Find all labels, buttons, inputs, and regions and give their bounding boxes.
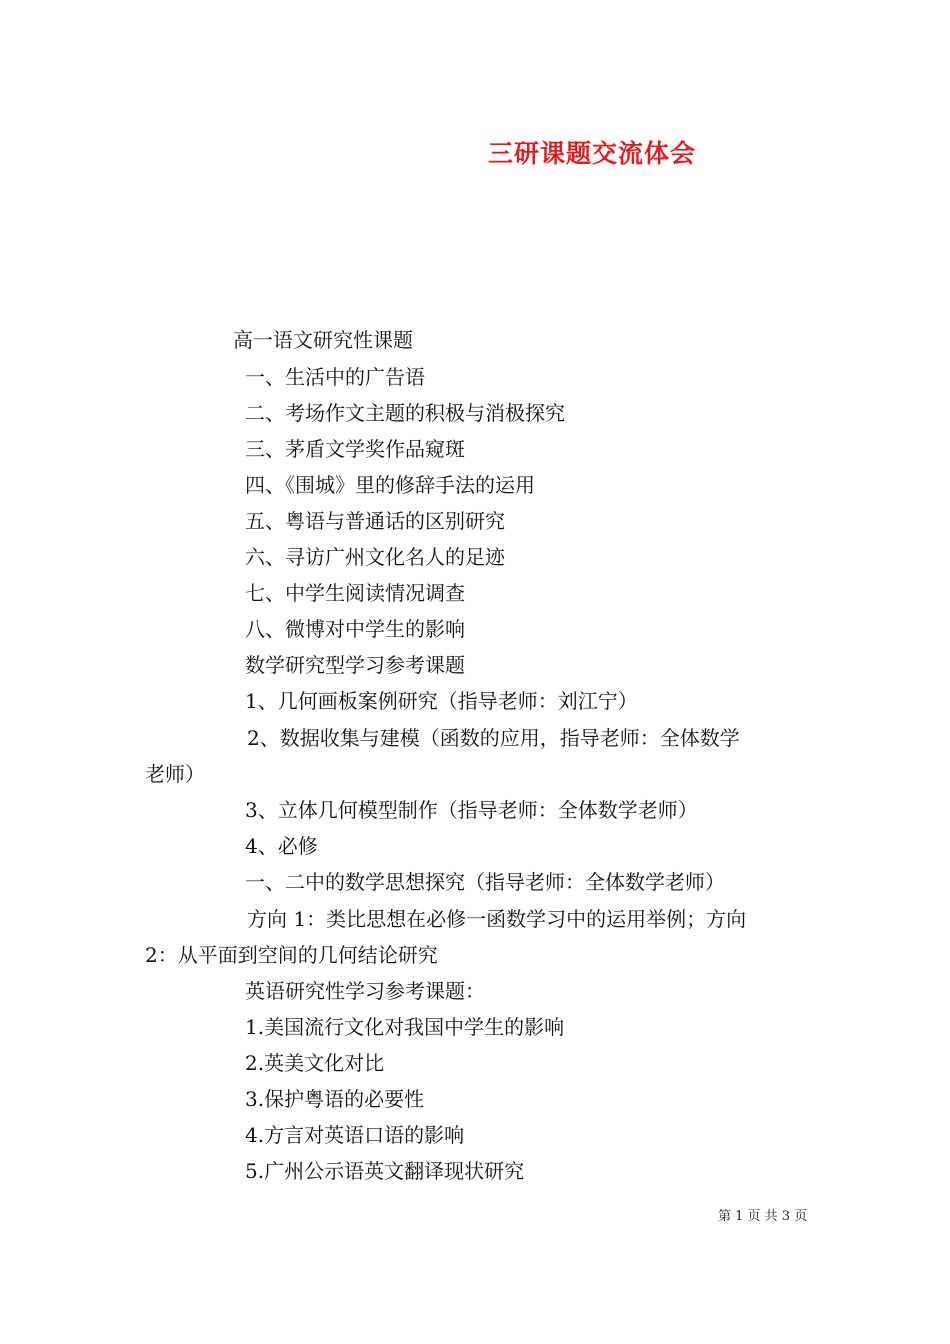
chinese-topic-2: 二、考场作文主题的积极与消极探究: [245, 401, 565, 425]
chinese-topic-6: 六、寻访广州文化名人的足迹: [245, 545, 505, 569]
math-topic-1: 1、几何画板案例研究（指导老师：刘江宁）: [245, 689, 638, 713]
math-topic-3: 3、立体几何模型制作（指导老师：全体数学老师）: [245, 798, 698, 822]
math-subtopic-1: 一、二中的数学思想探究（指导老师：全体数学老师）: [245, 870, 725, 894]
english-topic-5: 5.广州公示语英文翻译现状研究: [245, 1159, 525, 1183]
math-topic-4: 4、必修: [245, 834, 318, 858]
document-title: 三研课题交流体会: [488, 139, 697, 168]
math-topic-2-line-1: 2、数据收集与建模（函数的应用，指导老师：全体数学: [247, 726, 740, 750]
math-direction-line-2: 2：从平面到空间的几何结论研究: [145, 943, 438, 967]
chinese-topic-1: 一、生活中的广告语: [245, 365, 425, 389]
chinese-topic-7: 七、中学生阅读情况调查: [245, 581, 465, 605]
english-section-heading: 英语研究性学习参考课题：: [245, 979, 485, 1003]
math-section-heading: 数学研究型学习参考课题: [245, 653, 465, 677]
chinese-section-heading: 高一语文研究性课题: [233, 328, 413, 352]
chinese-topic-5: 五、粤语与普通话的区别研究: [245, 509, 505, 533]
chinese-topic-3: 三、茅盾文学奖作品窥斑: [245, 437, 465, 461]
math-direction-line-1: 方向 1：类比思想在必修一函数学习中的运用举例；方向: [247, 907, 747, 931]
english-topic-1: 1.美国流行文化对我国中学生的影响: [245, 1015, 565, 1039]
english-topic-3: 3.保护粤语的必要性: [245, 1087, 425, 1111]
chinese-topic-8: 八、微博对中学生的影响: [245, 617, 465, 641]
math-topic-2-line-2: 老师）: [145, 762, 205, 786]
page-footer: 第 1 页 共 3 页: [718, 1209, 808, 1224]
english-topic-4: 4.方言对英语口语的影响: [245, 1123, 465, 1147]
english-topic-2: 2.英美文化对比: [245, 1051, 385, 1075]
chinese-topic-4: 四、《围城》里的修辞手法的运用: [245, 473, 535, 497]
